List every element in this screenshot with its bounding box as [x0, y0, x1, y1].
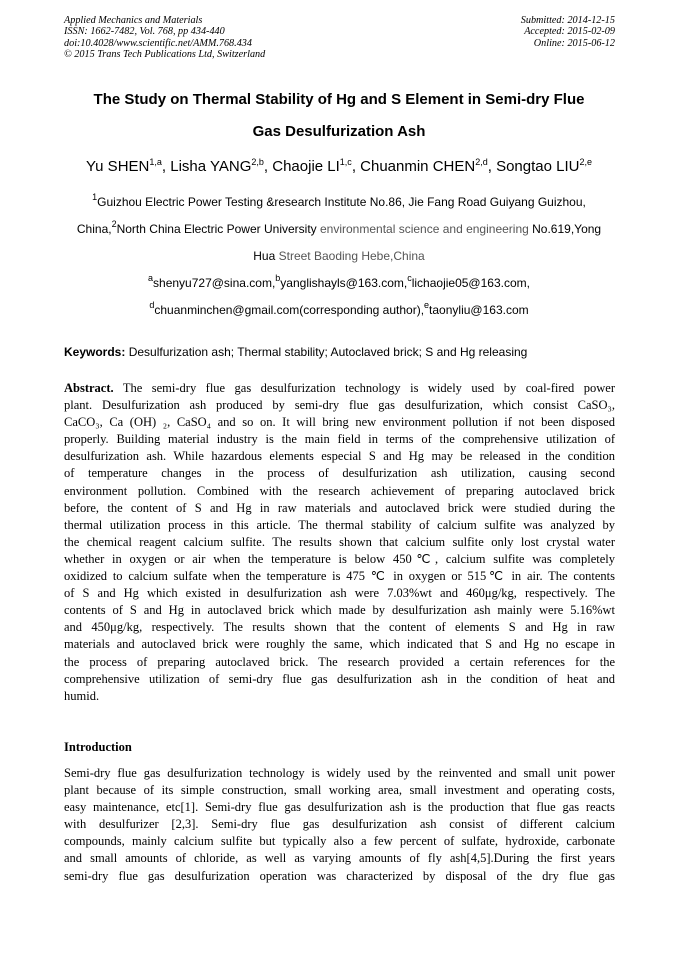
- journal-info: [64, 15, 265, 60]
- abstract-line: contents of S and Hg in autoclaved brick which made by desulfurization ash mainly were 5.16%wt: [64, 603, 615, 618]
- author-separator: ,: [161, 158, 171, 175]
- author-superscript: 2,b: [251, 157, 264, 167]
- affiliation-address: Street Baoding Hebe,China: [275, 249, 425, 263]
- keywords-label: Keywords:: [64, 345, 126, 359]
- email-line-1: [30, 273, 648, 290]
- author-superscript: 1,a: [149, 157, 162, 167]
- submitted-date: Submitted: 2014-12-15: [520, 15, 615, 26]
- email-address[interactable]: yanglishayls@163.com,: [280, 276, 408, 290]
- introduction-line: compounds, mainly calcium sulfite but typically also a few percent of sulfate, hydroxide, carbonate: [64, 834, 615, 849]
- journal-name: Applied Mechanics and Materials: [64, 15, 203, 26]
- affiliation-text: Guizhou Electric Power Testing &research Institute No.86, Jie Fang Road Guiyang Guizhou,: [97, 195, 586, 209]
- introduction-paragraph: [64, 765, 615, 885]
- affiliation-address: No.619,Yong: [528, 222, 602, 236]
- email-line-2: [30, 300, 648, 317]
- author-name: Chuanmin CHEN: [360, 158, 476, 175]
- introduction-line: with desulfurizer [2,3]. Semi-dry flue gas desulfurization ash consist of different calcium: [64, 817, 615, 832]
- author-superscript: 2,e: [579, 157, 592, 167]
- abstract-text: The semi-dry flue gas desulfurization technology is widely used by coal-fired power: [113, 381, 615, 395]
- author-separator: ,: [487, 158, 497, 175]
- paper-title-line-1: The Study on Thermal Stability of Hg and S Element in Semi-dry Flue: [93, 91, 585, 108]
- abstract-line: and 450μg/kg, respectively. The results shown that the content of elements S and Hg in raw: [64, 620, 615, 635]
- keywords: [64, 345, 527, 359]
- affiliation-department: environmental science and engineering: [316, 222, 529, 236]
- introduction-line: Semi-dry flue gas desulfurization technology is widely used by the reinvented and small unit power: [64, 766, 615, 780]
- abstract-line: materials and autoclaved brick were roughly the same, which indicated that S and Hg no escape in: [64, 637, 615, 652]
- keywords-text: Desulfurization ash; Thermal stability; Autoclaved brick; S and Hg releasing: [125, 345, 528, 359]
- email-address[interactable]: chuanminchen@gmail.com(corresponding author),: [154, 303, 425, 317]
- abstract-line: properly. Building material industry is the main field in terms of the comprehensive utilization of: [64, 432, 615, 447]
- abstract-line: CaCO₃, Ca (OH) ₂, CaSO₄ and so on. It will bring new environment pollution if not been disposed: [64, 415, 615, 430]
- abstract-line: before, the content of S and Hg in raw materials and autoclaved brick were studied during the: [64, 500, 615, 515]
- author-superscript: 2,d: [475, 157, 488, 167]
- journal-doi: doi:10.4028/www.scientific.net/AMM.768.434: [64, 37, 252, 49]
- affiliation-text: Hua: [253, 249, 276, 263]
- journal-issn: ISSN: 1662-7482, Vol. 768, pp 434-440: [64, 26, 225, 38]
- abstract-line: of temperature changes in the process of desulfurization ash utilization, causing second: [64, 466, 615, 481]
- introduction-line: easy maintenance, etc[1]. Semi-dry flue gas desulfurization ash is the production that flue gas reacts: [64, 800, 615, 815]
- accepted-date: Accepted: 2015-02-09: [524, 26, 615, 38]
- abstract-line: desulfurization ash. While hazardous elements especial S and Hg may be released in the condition: [64, 449, 615, 464]
- affiliation-text: China,: [76, 222, 112, 236]
- abstract-line: oxidized to calcium sulfate when the temperature is 475 ℃ in oxygen or 515℃ in air. The contents: [64, 569, 615, 584]
- abstract-label: Abstract.: [64, 381, 114, 395]
- introduction-line: and small amounts of chloride, as well as varying amounts of fly ash[4,5].During the first years: [64, 851, 615, 866]
- introduction-line: semi-dry flue gas desulfurization operation was characterized by disposal of the dry flue gas: [64, 868, 615, 883]
- abstract-line: the chemical reagent calcium sulfite. The results shown that calcium sulfite only lost crystal water: [64, 534, 615, 549]
- email-superscript: c: [407, 273, 412, 283]
- introduction-line: plant because of its simple construction, small working area, small investment and operating costs,: [64, 783, 615, 798]
- email-superscript: b: [275, 273, 281, 283]
- abstract-line: environment pollution. Combined with the research achievement of preparing autoclaved brick: [64, 483, 615, 498]
- author-name: Lisha YANG: [170, 158, 252, 175]
- introduction-heading: Introduction: [64, 740, 132, 754]
- abstract-line: plant. Desulfurization ash produced by semi-dry flue gas desulfurization, which consist CaSO₃,: [64, 398, 615, 413]
- abstract-line: humid.: [64, 688, 100, 703]
- journal-copyright: © 2015 Trans Tech Publications Ltd, Switzerland: [64, 48, 266, 60]
- affiliation-superscript: 1: [92, 192, 98, 202]
- abstract-line: whether in oxygen or air when the temperature is below 450℃, calcium sulfite was completely: [64, 551, 615, 566]
- author-list: [20, 158, 658, 176]
- abstract-line: the process of preparing autoclaved brick. The research provided a certain references for the: [64, 654, 615, 669]
- email-superscript: d: [149, 300, 155, 310]
- email-address[interactable]: taonyliu@163.com: [429, 303, 529, 317]
- author-superscript: 1,c: [339, 157, 352, 167]
- online-date: Online: 2015-06-12: [533, 37, 615, 49]
- abstract-line: comprehensive utilization of semi-dry flue gas desulfurization ash in the condition of heat and: [64, 671, 615, 686]
- affiliation-line-1: [30, 192, 648, 209]
- email-address[interactable]: shenyu727@sina.com,: [153, 276, 276, 290]
- affiliation-line-3: [30, 249, 648, 263]
- email-superscript: a: [148, 273, 154, 283]
- email-superscript: e: [424, 300, 430, 310]
- affiliation-university: North China Electric Power University: [116, 222, 317, 236]
- affiliation-line-2: [30, 219, 648, 236]
- author-separator: ,: [263, 158, 273, 175]
- submission-dates: [521, 15, 615, 49]
- affiliation-superscript: 2: [111, 219, 117, 229]
- email-address[interactable]: lichaojie05@163.com,: [411, 276, 530, 290]
- abstract-line: of S and Hg which existed in desulfurization ash were 7.03%wt and 460μg/kg, respectively. The: [64, 586, 615, 601]
- author-name: Songtao LIU: [496, 158, 580, 175]
- abstract-line: [64, 380, 615, 397]
- abstract-line: thermal utilization process in this article. The thermal stability of calcium sulfite was analyzed by: [64, 517, 615, 532]
- paper-title-line-2: Gas Desulfurization Ash: [252, 123, 426, 140]
- author-name: Chaojie LI: [272, 158, 340, 175]
- abstract: [64, 380, 615, 705]
- author-name: Yu SHEN: [86, 158, 150, 175]
- author-separator: ,: [351, 158, 361, 175]
